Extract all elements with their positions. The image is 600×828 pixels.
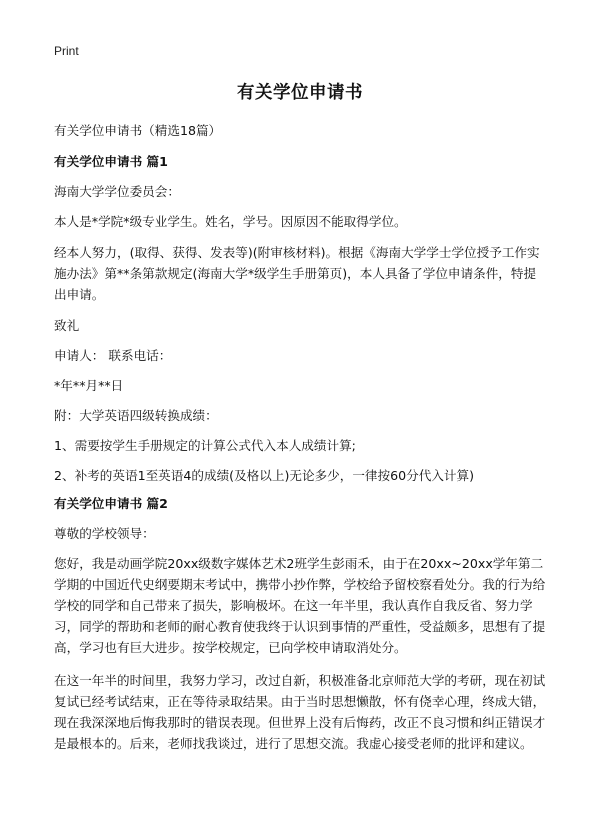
paragraph: 致礼 xyxy=(54,318,80,333)
paragraph: 在这一年半的时间里，我努力学习，改过自新，积极准备北京师范大学的考研，现在初试复试已经考试结束，正在等待录取结果。由于当时思想懒散，怀有侥幸心理，终成大错，现在我深深地后悔我那时的错误表现。但世界上没有后悔药，改正不良习惯和纠正错误才是最根本的。后来，老师找我谈过，进行了思想交流。我虚心接受老师的批评和建议。 xyxy=(54,673,546,751)
document-title: 有关学位申请书 xyxy=(237,83,363,103)
paragraph: 经本人努力，(取得、获得、发表等)(附审核材料)。根据《海南大学学士学位授予工作实施办法》第**条第款规定(海南大学*级学生手册第页)，本人具备了学位申请条件，特提出申请。 xyxy=(54,245,540,302)
paragraph: 本人是*学院*级专业学生。姓名，学号。因原因不能取得学位。 xyxy=(54,214,407,229)
paragraph: 尊敬的学校领导： xyxy=(54,526,155,541)
paragraph: 您好，我是动画学院20xx级数字媒体艺术2班学生彭雨禾，由于在20xx~20xx学年第二学期的中国近代史纲要期末考试中，携带小抄作弊，学校给予留校察看处分。我的行为给学校的同学和自己带来了损失，影响极坏。在这一年半里，我认真作自我反省、努力学习，同学的帮助和老师的耐心教育使我终于认识到事情的严重性，受益颇多，思想有了提高，学习也有巨大进步。按学校规定，已向学校申请取消处分。 xyxy=(54,556,546,655)
paragraph: 申请人： 联系电话： xyxy=(54,348,172,363)
print-link[interactable]: Print xyxy=(54,44,79,58)
paragraph: 2、补考的英语1至英语4的成绩(及格以上)无论多少，一律按60分代入计算) xyxy=(54,468,475,483)
paragraph: 附：大学英语四级转换成绩： xyxy=(54,408,218,423)
paragraph: *年**月**日 xyxy=(54,378,124,393)
paragraph: 1、需要按学生手册规定的计算公式代入本人成绩计算; xyxy=(54,438,356,453)
document-subtitle: 有关学位申请书（精选18篇） xyxy=(54,123,222,138)
paragraph: 海南大学学位委员会： xyxy=(54,184,180,199)
section-heading: 有关学位申请书 篇1 xyxy=(54,154,168,169)
document-body xyxy=(54,120,548,763)
section-heading: 有关学位申请书 篇2 xyxy=(54,496,168,511)
